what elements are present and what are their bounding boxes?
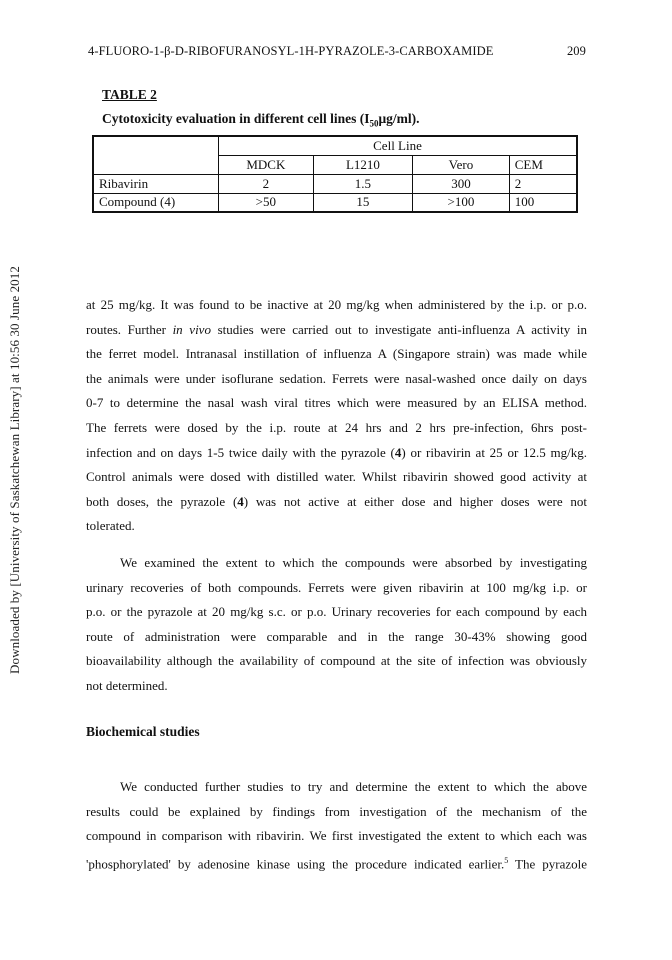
table-cell: 300 — [413, 174, 510, 193]
table-label: TABLE 2 — [102, 87, 157, 102]
text-line: routes. Further in vivo studies were carried out to investigate anti-influenza A activity in — [86, 321, 588, 337]
table-corner-cell — [93, 136, 219, 174]
paragraph-biochemical — [86, 775, 587, 873]
table-caption — [102, 111, 420, 129]
table-cell: 15 — [313, 193, 413, 212]
running-title: 4-FLUORO-1-β-D-RIBOFURANOSYL-1H-PYRAZOLE-3-CARBOXAMIDE — [88, 44, 494, 58]
caption-prefix: Cytotoxicity evaluation in different cell lines (I — [102, 111, 370, 126]
download-watermark — [0, 0, 30, 960]
row-label: Ribavirin — [93, 174, 219, 193]
text-segment: The pyrazole — [515, 856, 587, 872]
text-line: the animals were under isoflurane sedation. Ferrets were nasal-washed once daily on days — [86, 370, 587, 386]
paragraph-absorption — [86, 551, 587, 699]
text-line: not determined. — [86, 677, 168, 693]
column-header: CEM — [509, 155, 577, 174]
table-cell: 2 — [509, 174, 577, 193]
table-cell: 100 — [509, 193, 577, 212]
text-line: both doses, the pyrazole (4) was not active at either dose and higher doses were not — [86, 493, 587, 509]
table-row — [93, 193, 577, 212]
cell-line-header: Cell Line — [219, 136, 577, 155]
table-cell: 2 — [219, 174, 314, 193]
column-header: Vero — [413, 155, 510, 174]
text-line: 0-7 to determine the nasal wash viral titres which were measured by an ELISA method. — [86, 395, 587, 411]
cytotoxicity-table — [92, 135, 578, 213]
text-line: We examined the extent to which the compounds were absorbed by investigating — [120, 555, 587, 570]
table-cell: >50 — [219, 193, 314, 212]
text-line: route of administration were comparable and in the range 30-43% showing good — [86, 628, 587, 644]
text-line: tolerated. — [86, 518, 135, 534]
text-line: compound in comparison with ribavirin. We first investigated the extent to which each was — [86, 828, 587, 844]
table-cell: >100 — [413, 193, 510, 212]
table-group-header-row — [93, 136, 577, 155]
column-header: L1210 — [313, 155, 413, 174]
paragraph-in-vivo — [86, 293, 587, 539]
page-number: 209 — [566, 44, 586, 58]
column-header: MDCK — [219, 155, 314, 174]
text-line: Control animals were dosed with distilled water. Whilst ribavirin showed good activity at — [86, 469, 587, 485]
reference-superscript: 5 — [504, 855, 509, 865]
text-line: urinary recoveries of both compounds. Ferrets were given ribavirin at 100 mg/kg i.p. or — [86, 579, 587, 595]
text-line: at 25 mg/kg. It was found to be inactive at 20 mg/kg when administered by the i.p. or p.o. — [86, 297, 587, 312]
row-label: Compound (4) — [93, 193, 219, 212]
text-line: results could be explained by findings from investigation of the mechanism of the — [86, 803, 587, 819]
table-row — [93, 174, 577, 193]
table-cell: 1.5 — [313, 174, 413, 193]
section-heading: Biochemical studies — [86, 724, 200, 739]
text-line: the ferret model. Intranasal instillation of influenza A (Singapore strain) was made while — [86, 346, 587, 362]
text-line: infection and on days 1-5 twice daily with the pyrazole (4) or ribavirin at 25 or 12.5 mg/kg. — [86, 444, 587, 460]
caption-suffix: μg/ml). — [378, 111, 420, 126]
text-line: p.o. or the pyrazole at 20 mg/kg s.c. or p.o. Urinary recoveries for each compound by each — [86, 604, 587, 620]
text-line: The ferrets were dosed by the i.p. route at 24 hrs and 2 hrs pre-infection, 6hrs post- — [86, 419, 587, 435]
text-line — [86, 849, 587, 874]
text-line: We conducted further studies to try and determine the extent to which the above — [120, 779, 587, 794]
watermark-text: Downloaded by [University of Saskatchewan Library] at 10:56 30 June 2012 — [7, 266, 22, 674]
caption-subscript: 50 — [369, 118, 379, 129]
text-segment: 'phosphorylated' by adenosine kinase using the procedure indicated earlier. — [86, 856, 505, 872]
text-line: bioavailability although the availability of compound at the site of infection was obviously — [86, 653, 587, 669]
